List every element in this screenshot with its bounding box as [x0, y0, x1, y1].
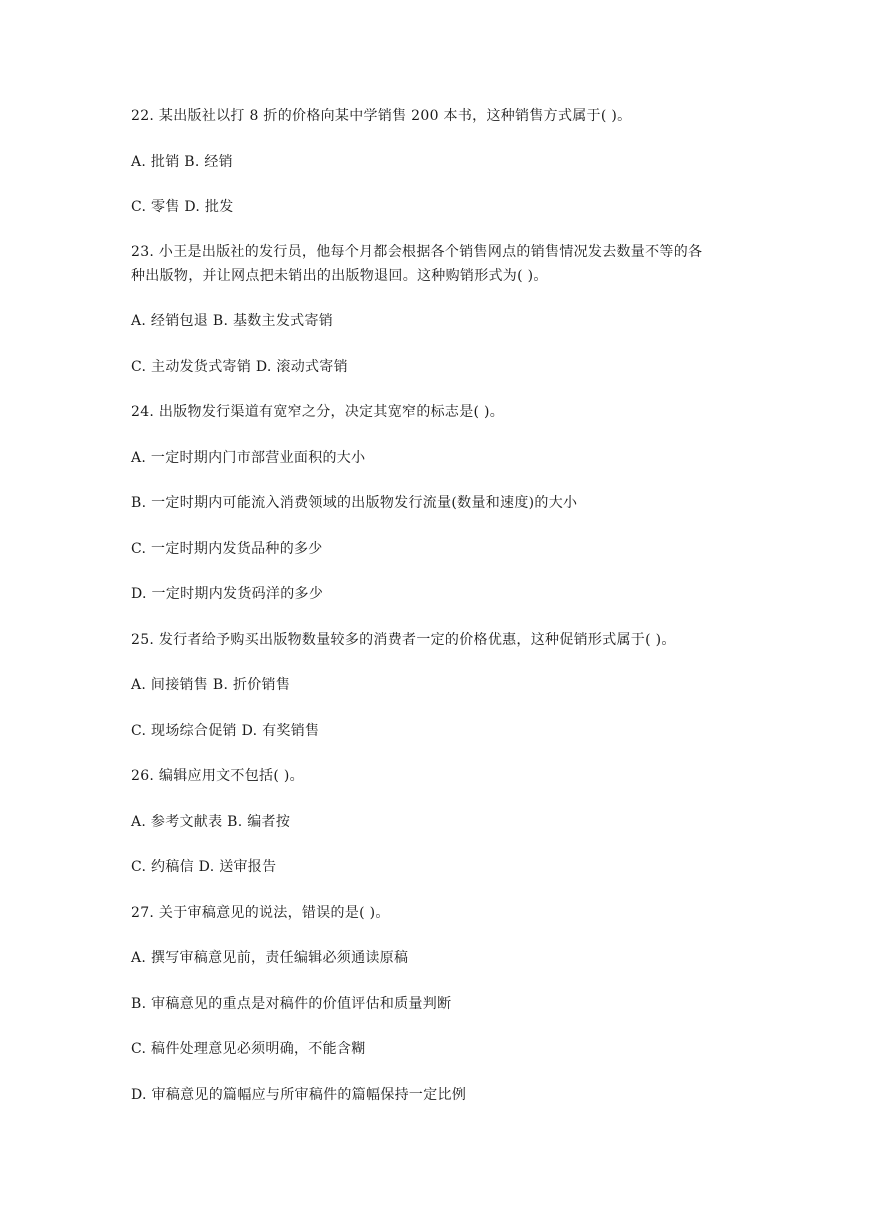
question-24-option-d: D. 一定时期内发货码洋的多少: [131, 586, 324, 602]
question-26-option-cd: C. 约稿信 D. 送审报告: [131, 859, 277, 875]
question-27-option-d: D. 审稿意见的篇幅应与所审稿件的篇幅保持一定比例: [131, 1087, 467, 1103]
question-25-option-cd: C. 现场综合促销 D. 有奖销售: [131, 723, 320, 739]
question-22-stem: 22. 某出版社以打 8 折的价格向某中学销售 200 本书，这种销售方式属于( )。: [131, 108, 632, 124]
question-27-option-c: C. 稿件处理意见必须明确，不能含糊: [131, 1041, 366, 1057]
question-22-option-cd: C. 零售 D. 批发: [131, 199, 234, 215]
question-23-option-ab: A. 经销包退 B. 基数主发式寄销: [131, 313, 334, 329]
question-25-stem: 25. 发行者给予购买出版物数量较多的消费者一定的价格优惠，这种促销形式属于( )。: [131, 632, 676, 648]
question-23-option-cd: C. 主动发货式寄销 D. 滚动式寄销: [131, 359, 348, 375]
question-26-option-ab: A. 参考文献表 B. 编者按: [131, 814, 291, 830]
question-26-stem: 26. 编辑应用文不包括( )。: [131, 768, 304, 784]
question-27-option-b: B. 审稿意见的重点是对稿件的价值评估和质量判断: [131, 996, 452, 1012]
question-22-option-ab: A. 批销 B. 经销: [131, 154, 233, 170]
question-23-stem-line-2: 种出版物，并让网点把未销出的出版物退回。这种购销形式为( )。: [131, 268, 548, 284]
question-24-option-b: B. 一定时期内可能流入消费领域的出版物发行流量(数量和速度)的大小: [131, 495, 578, 511]
question-25-option-ab: A. 间接销售 B. 折价销售: [131, 677, 291, 693]
question-24-stem: 24. 出版物发行渠道有宽窄之分，决定其宽窄的标志是( )。: [131, 404, 505, 420]
question-27-option-a: A. 撰写审稿意见前，责任编辑必须通读原稿: [131, 950, 409, 966]
question-24-option-a: A. 一定时期内门市部营业面积的大小: [131, 450, 366, 466]
question-24-option-c: C. 一定时期内发货品种的多少: [131, 541, 323, 557]
question-23-stem-line-1: 23. 小王是出版社的发行员，他每个月都会根据各个销售网点的销售情况发去数量不等的各: [131, 244, 703, 260]
question-27-stem: 27. 关于审稿意见的说法，错误的是( )。: [131, 905, 390, 921]
